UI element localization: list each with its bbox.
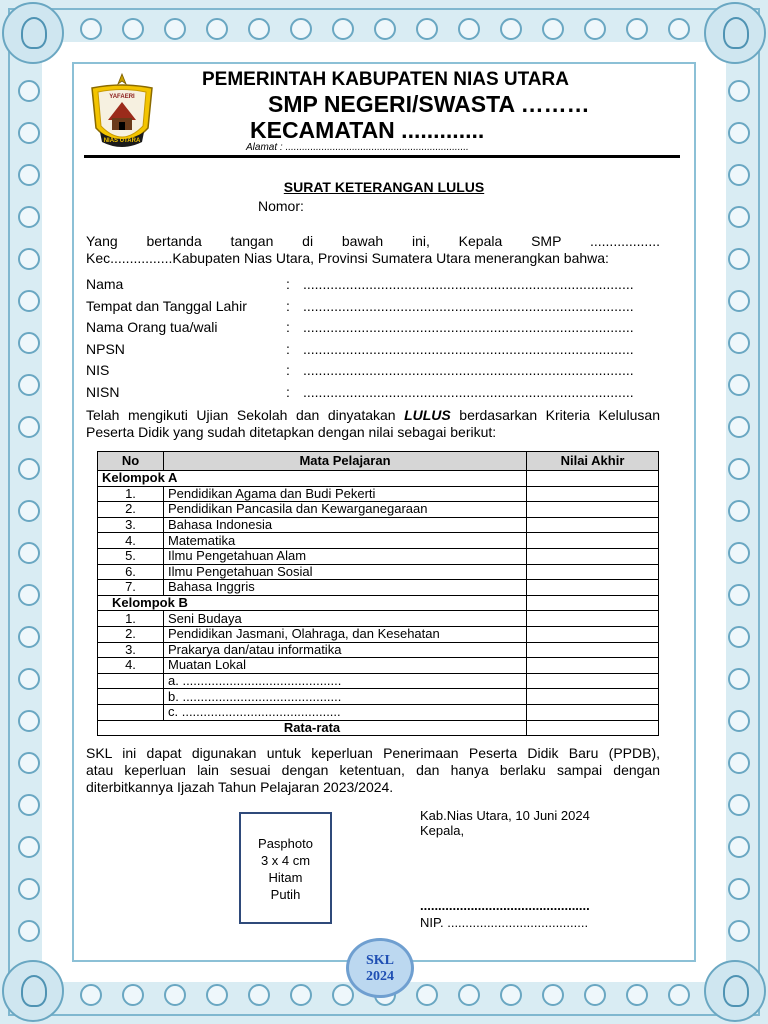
row-subject: Matematika [164,533,527,549]
row-subject: Pendidikan Pancasila dan Kewarganegaraan [164,502,527,518]
row-subject: Pendidikan Agama dan Budi Pekerti [164,486,527,502]
intro-line-2: Kec................Kabupaten Nias Utara, Provinsi Sumatera Utara menerangkan bahwa: [86,250,609,266]
intro-paragraph [86,233,660,267]
signer-role: Kepala, [420,823,465,838]
table-row [98,502,659,518]
photo-color: Hitam [268,870,303,885]
field-row [86,384,660,406]
row-subject: Ilmu Pengetahuan Alam [164,548,527,564]
closing-line-1: SKL ini dapat digunakan untuk keperluan Penerimaan Peserta Didik Baru (PPDB), [86,745,660,761]
field-value: ..................................................................................... [303,297,634,314]
statement-paragraph [86,407,660,441]
row-no: 1. [98,486,164,502]
row-no: 2. [98,502,164,518]
seal-text: SKL [365,953,394,968]
row-no: 1. [98,611,164,627]
table-row [98,580,659,596]
group-label: Kelompok B [98,595,527,611]
row-no: 3. [98,517,164,533]
field-label: NISN [86,383,120,400]
address-line: Alamat : .................................................................. [246,142,469,153]
average-row [98,720,659,736]
grade-cell [527,626,659,642]
photo-size: 3 x 4 cm [260,853,311,868]
grade-cell [527,486,659,502]
grade-cell [527,642,659,658]
row-subject: Bahasa Indonesia [164,517,527,533]
row-no [98,673,164,689]
col-header-subject: Mata Pelajaran [164,452,527,471]
table-row [98,626,659,642]
logo-banner-text: NIAS UTARA [103,138,141,144]
table-row [98,611,659,627]
field-value: ..................................................................................... [303,383,634,400]
col-header-grade: Nilai Akhir [527,452,659,471]
row-subject: a. ............................................ [164,673,527,689]
field-label: Tempat dan Tanggal Lahir [86,297,247,314]
field-row [86,298,660,320]
row-no: 7. [98,580,164,596]
group-label: Kelompok A [98,471,527,487]
closing-line-3: diterbitkannya Ijazah Tahun Pelajaran 2023/2024. [86,779,394,795]
signer-nip: NIP. ....................................... [420,915,589,930]
field-colon: : [286,362,290,379]
field-label: Nama [86,276,124,292]
field-value: ..................................................................................... [303,340,634,357]
table-row [98,704,659,720]
row-no: 4. [98,533,164,549]
table-row [98,533,659,549]
field-value: ..................................................................................... [303,362,634,379]
col-header-no: No [98,452,164,471]
field-colon: : [286,276,290,292]
field-colon: : [286,340,290,357]
field-row [86,319,660,341]
skl-seal-badge [346,938,414,998]
grade-cell [527,471,659,487]
statement-text: berdasarkan Kriteria Kelulusan [450,407,660,423]
grade-cell [527,704,659,720]
row-no [98,704,164,720]
nias-utara-logo-icon [86,72,158,158]
photo-color-2: Putih [270,887,301,902]
table-row [98,564,659,580]
row-subject: Pendidikan Jasmani, Olahraga, dan Kesehatan [164,626,527,642]
table-row [98,642,659,658]
document-title: SURAT KETERANGAN LULUS [283,179,485,195]
field-label: NIS [86,362,110,379]
table-row [98,548,659,564]
photo-label: Pasphoto [258,836,313,851]
passport-photo-box [239,812,332,924]
field-label: Nama Orang tua/wali [86,319,218,336]
place-date: Kab.Nias Utara, 10 Juni 2024 [420,808,590,823]
lulus-text: LULUS [404,407,451,423]
closing-line-2: atau keperluan lain sesuai dengan ketentuan, dan hanya berlaku sampai dengan [86,762,660,778]
row-subject: Bahasa Inggris [164,580,527,596]
grade-cell [527,517,659,533]
document-number: Nomor: [258,198,304,214]
field-row [86,341,660,363]
row-subject: Ilmu Pengetahuan Sosial [164,564,527,580]
logo-text: YAFAERI [109,94,135,100]
row-subject: Prakarya dan/atau informatika [164,642,527,658]
grade-cell [527,595,659,611]
field-row [86,362,660,384]
statement-line-2: Peserta Didik yang sudah ditetapkan dengan nilai sebagai berikut: [86,424,497,440]
row-no: 6. [98,564,164,580]
field-colon: : [286,383,290,400]
average-label: Rata-rata [98,720,527,736]
seal-year: 2024 [366,969,394,984]
field-row [86,276,660,298]
table-row [98,689,659,705]
statement-text: Telah mengikuti Ujian Sekolah dan dinyatakan [86,407,405,423]
table-row [98,486,659,502]
student-fields [86,276,660,406]
group-row [98,595,659,611]
grade-cell [527,580,659,596]
closing-paragraph [86,745,660,796]
row-no [98,689,164,705]
row-no: 4. [98,658,164,674]
field-value: ..................................................................................... [303,319,634,336]
table-row [98,517,659,533]
grade-cell [527,564,659,580]
grade-cell [527,720,659,736]
row-subject: Muatan Lokal [164,658,527,674]
row-no: 3. [98,642,164,658]
field-colon: : [286,297,290,314]
statement-line-1 [86,407,660,424]
intro-line-1: Yang bertanda tangan di bawah ini, Kepala SMP .................. [86,233,660,249]
grade-cell [527,611,659,627]
field-colon: : [286,319,290,336]
signer-name-line: ............................................... [420,898,590,913]
row-no: 2. [98,626,164,642]
school-name: SMP NEGERI/SWASTA ……… [268,91,590,117]
group-row [98,471,659,487]
row-subject: b. ............................................ [164,689,527,705]
row-subject: Seni Budaya [164,611,527,627]
header-divider [84,155,680,158]
table-row [98,658,659,674]
grade-cell [527,673,659,689]
grade-cell [527,689,659,705]
grades-table [97,451,659,736]
row-no: 5. [98,548,164,564]
field-value: ..................................................................................... [303,276,634,292]
table-header-row [98,452,659,471]
grade-cell [527,533,659,549]
grade-cell [527,502,659,518]
field-label: NPSN [86,340,125,357]
grade-cell [527,548,659,564]
grade-cell [527,658,659,674]
table-row [98,673,659,689]
row-subject: c. ............................................ [164,704,527,720]
district-name: KECAMATAN ............. [250,117,485,143]
government-name: PEMERINTAH KABUPATEN NIAS UTARA [202,69,569,90]
